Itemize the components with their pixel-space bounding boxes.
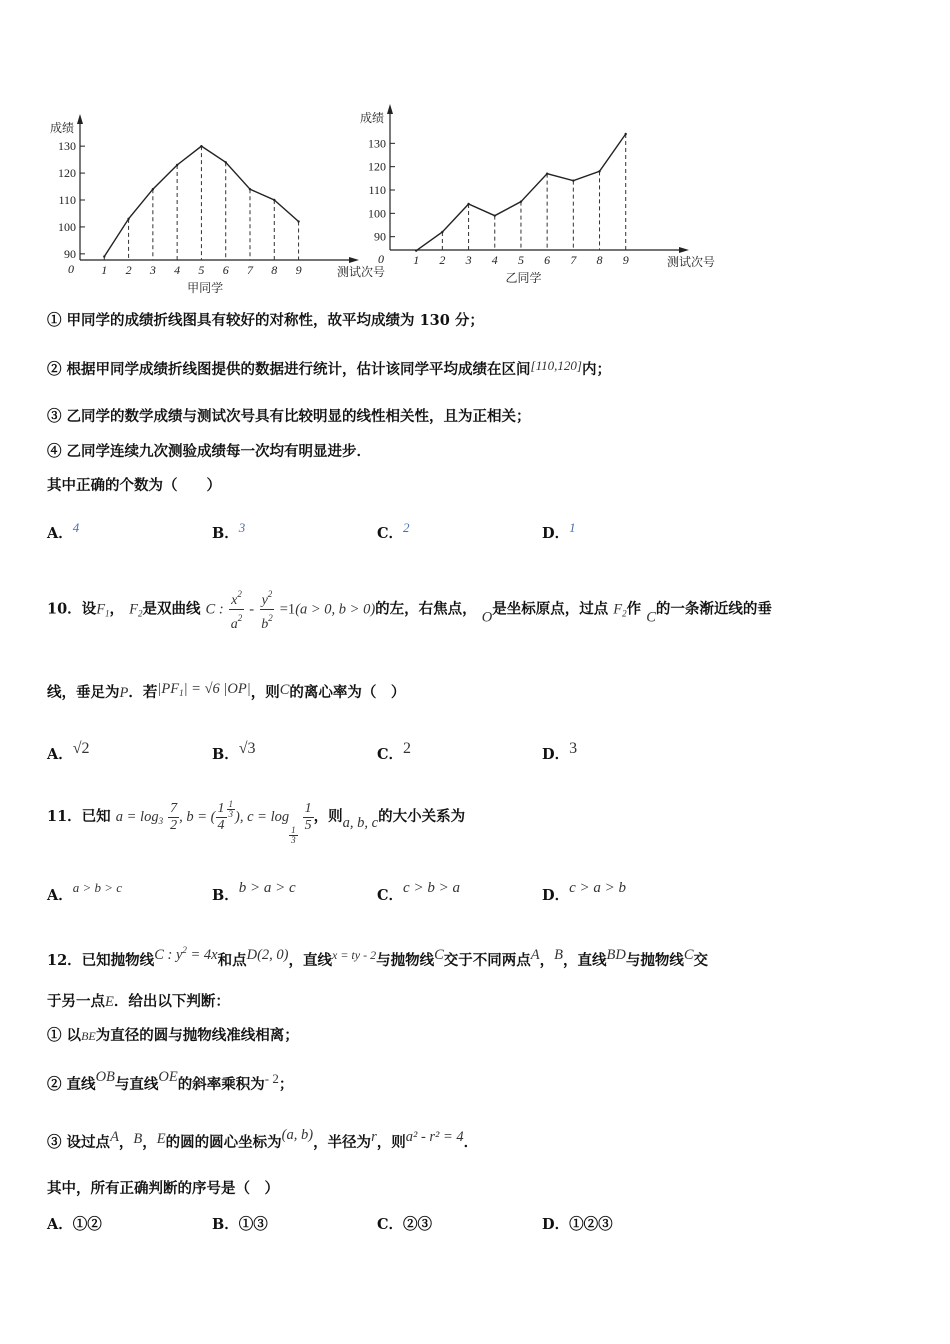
chart-title: 乙同学 <box>505 271 542 285</box>
x-tick-label: 5 <box>198 263 205 277</box>
y-axis-arrow <box>77 114 83 124</box>
x-tick-label: 2 <box>439 253 446 267</box>
q9-statement-2-end: 内； <box>581 361 611 378</box>
q9-statement-4: ④ 乙同学连续九次测验成绩每一次均有明显进步． <box>47 443 372 460</box>
x-tick-label: 3 <box>149 263 156 277</box>
q9-option-a[interactable]: A．4 <box>47 520 80 542</box>
data-point <box>625 133 627 135</box>
x-tick-label: 1 <box>101 263 108 277</box>
q10-frac-y: $\frac{y^2}{b^2}$ <box>259 586 275 633</box>
x-tick-label: 9 <box>295 263 302 277</box>
x-tick-label: 9 <box>622 253 629 267</box>
chart-yi <box>345 100 716 295</box>
origin-label: 0 <box>68 262 74 276</box>
q10-option-a[interactable]: A．√2 <box>47 740 90 763</box>
q9-option-b[interactable]: B．3 <box>212 520 246 542</box>
y-tick-label: 110 <box>58 193 76 207</box>
x-tick-label: 8 <box>596 253 603 267</box>
data-point <box>546 172 548 174</box>
data-point <box>273 199 275 201</box>
q11-line: 11．已知 $a = \log_3$ $\frac{7}{2}$ , b = ( $\frac{1}{4}$ $\frac{1}{3}$ ), c = log $\frac{1}{3}$ $\frac{1}{5}$ ，则a, b, c的大小关系为 <box>47 799 466 845</box>
x-tick-label: 6 <box>222 263 229 277</box>
q12-judgement-1: ① 以BE为直径的圆与抛物线准线相离； <box>47 1027 299 1044</box>
q11-option-c[interactable]: C．c > b > a <box>377 880 460 904</box>
data-point <box>103 255 105 257</box>
q9-option-c[interactable]: C．2 <box>377 520 410 542</box>
chart-title: 甲同学 <box>187 281 224 295</box>
data-point <box>225 161 227 163</box>
x-tick-label: 4 <box>174 263 181 277</box>
q9-interval: [110,120] <box>530 358 582 373</box>
y-tick-label: 110 <box>368 183 386 197</box>
q10-line-1: 10．设$F_1$， $F_2$是双曲线 C : $\frac{x^2}{a^2}$ - $\frac{y^2}{b^2}$ =1(a > 0, b > 0)的左，右焦点， O是坐标原点，过点 $F_2$作 C的一条渐近线的垂 <box>47 586 772 636</box>
q12-judgement-2: ② 直线OB与直线OE的斜率乘积为- 2； <box>47 1069 294 1093</box>
x-axis-label: 测试次号 <box>337 265 386 279</box>
y-tick-label: 100 <box>58 219 76 234</box>
q12-option-c[interactable]: C．②③ <box>377 1216 433 1233</box>
x-tick-label: 2 <box>125 263 132 277</box>
data-point <box>415 249 417 251</box>
x-tick-label: 1 <box>413 253 420 267</box>
q11-option-b[interactable]: B．b > a > c <box>212 880 296 904</box>
data-point <box>494 214 496 216</box>
y-tick-label: 130 <box>58 139 76 154</box>
chart-jia-svg <box>40 110 386 295</box>
q12-option-b[interactable]: B．①③ <box>212 1216 268 1233</box>
data-point <box>467 203 469 205</box>
q12-option-d[interactable]: D．①②③ <box>542 1216 613 1233</box>
y-axis-arrow <box>387 104 393 114</box>
q11-option-d[interactable]: D．c > a > b <box>542 880 626 904</box>
q9-statement-1: ① 甲同学的成绩折线图具有较好的对称性，故平均成绩为 130 分； <box>47 312 484 329</box>
x-tick-label: 8 <box>271 263 278 277</box>
data-point <box>441 231 443 233</box>
chart-jia <box>40 110 386 295</box>
q12-line-1: 12．已知抛物线C : $y^2 = 4x$和点D(2, 0)，直线$^{x = ty - 2}$与抛物线C交于不同两点A，B，直线BD与抛物线C交 <box>47 945 708 969</box>
q12-option-a[interactable]: A．①② <box>47 1216 102 1233</box>
y-tick-label: 120 <box>368 159 386 174</box>
x-tick-label: 7 <box>570 253 577 267</box>
x-tick-label: 3 <box>465 253 472 267</box>
x-axis-label: 测试次号 <box>667 255 716 269</box>
q9-statement-2 <box>47 356 611 380</box>
y-tick-label: 130 <box>368 136 386 151</box>
y-axis-label: 成绩 <box>50 121 75 135</box>
y-axis-label: 成绩 <box>360 111 385 125</box>
y-tick-label: 100 <box>368 206 386 221</box>
q10-line-2: 线，垂足为P．若|PF1| = √6 |OP|，则C的离心率为（ ） <box>47 681 406 701</box>
data-point <box>572 179 574 181</box>
q9-statement-3: ③ 乙同学的数学成绩与测试次号具有比较明显的线性相关性，且为正相关； <box>47 408 531 425</box>
y-tick-label: 120 <box>58 166 76 181</box>
data-point <box>152 188 154 190</box>
q10-frac-x: $\frac{x^2}{a^2}$ <box>229 586 245 633</box>
x-tick-label: 4 <box>491 253 498 267</box>
q12-judgement-3: ③ 设过点A，B，E的圆的圆心坐标为(a, b)，半径为r，则a² - r² = 4． <box>47 1127 479 1151</box>
data-point <box>598 170 600 172</box>
y-tick-label: 90 <box>374 229 386 244</box>
x-tick-label: 7 <box>247 263 253 277</box>
y-tick-label: 90 <box>64 246 76 261</box>
data-point <box>200 145 202 147</box>
data-point <box>249 188 251 190</box>
q9-ask: 其中正确的个数为（ ） <box>47 477 221 494</box>
q9-statement-2-text: ② 根据甲同学成绩折线图提供的数据进行统计，估计该同学平均成绩在区间 <box>47 361 531 378</box>
q10-option-d[interactable]: D．3 <box>542 740 578 763</box>
q10-option-b[interactable]: B．√3 <box>212 740 256 763</box>
chart-yi-svg <box>345 100 716 295</box>
x-tick-label: 5 <box>517 253 524 267</box>
x-axis-arrow <box>679 247 689 253</box>
q10-option-c[interactable]: C．2 <box>377 740 412 763</box>
q12-line-2: 于另一点E．给出以下判断： <box>47 993 230 1010</box>
origin-label: 0 <box>378 252 384 266</box>
data-point <box>127 218 129 220</box>
data-point <box>176 164 178 166</box>
q11-option-a[interactable]: A．a > b > c <box>47 880 123 904</box>
q12-ask: 其中，所有正确判断的序号是（ ） <box>47 1180 279 1197</box>
x-tick-label: 6 <box>544 253 551 267</box>
data-point <box>297 220 299 222</box>
data-point <box>520 200 522 202</box>
q9-option-d[interactable]: D．1 <box>542 520 576 542</box>
